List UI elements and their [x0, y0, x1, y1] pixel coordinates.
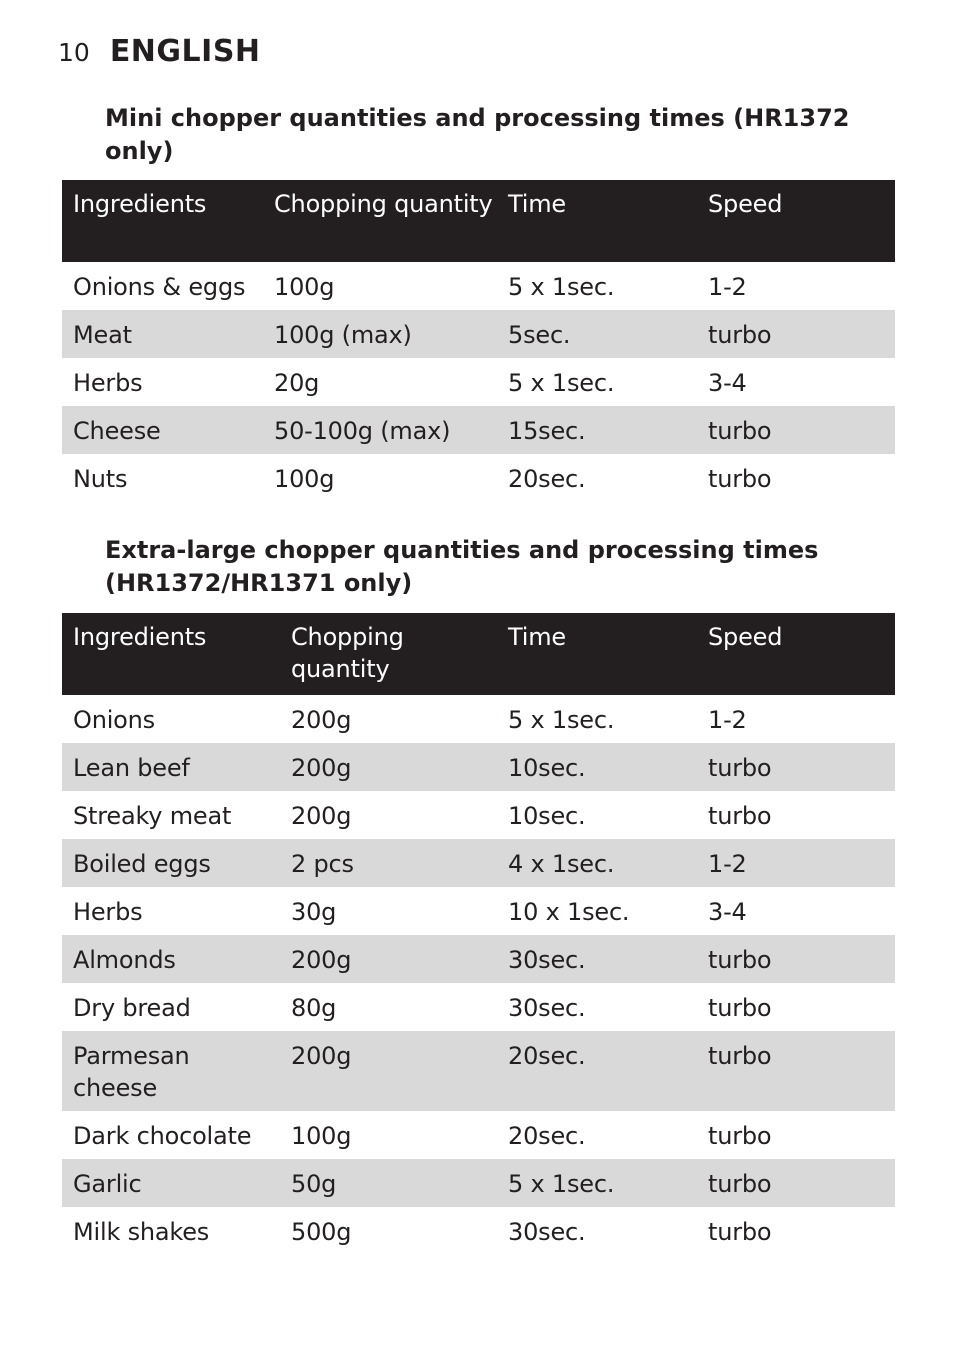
cell-ingredient: Cheese: [62, 406, 263, 454]
cell-time: 15sec.: [497, 406, 697, 454]
cell-quantity: 200g: [291, 706, 352, 734]
table-row: [62, 310, 895, 358]
cell-ingredient: Almonds: [62, 935, 280, 983]
cell-quantity: 100g: [274, 465, 335, 493]
cell-ingredient: Lean beef: [62, 743, 280, 791]
cell-speed: turbo: [697, 935, 895, 983]
cell-time: 10sec.: [508, 802, 586, 830]
table-row: [62, 1111, 895, 1159]
cell-quantity: 200g: [280, 1031, 497, 1111]
cell-time: 30sec.: [508, 994, 586, 1022]
cell-ingredient: Herbs: [73, 369, 143, 397]
page-header: [58, 34, 261, 74]
cell-ingredient: Boiled eggs: [62, 839, 280, 887]
page-number: 10: [58, 38, 90, 67]
column-header-ingredients: Ingredients: [62, 180, 263, 262]
cell-speed: turbo: [708, 465, 772, 493]
cell-speed: 1-2: [708, 706, 747, 734]
cell-quantity: 200g: [280, 935, 497, 983]
cell-quantity: 200g: [291, 802, 352, 830]
cell-time: 5 x 1sec.: [497, 1159, 697, 1207]
table-row: [62, 887, 895, 935]
table-row: [62, 358, 895, 406]
cell-ingredient: Herbs: [73, 898, 143, 926]
column-header-time: Time: [497, 613, 697, 695]
cell-time: 5 x 1sec.: [508, 706, 615, 734]
table-row: [62, 454, 895, 502]
table-header-row: [62, 613, 895, 695]
cell-time: 10 x 1sec.: [508, 898, 630, 926]
column-header-chopping-quantity: Chopping quantity: [280, 613, 497, 695]
cell-speed: 1-2: [708, 273, 747, 301]
cell-ingredient: Onions & eggs: [73, 273, 246, 301]
cell-quantity: 2 pcs: [280, 839, 497, 887]
cell-quantity: 30g: [291, 898, 337, 926]
cell-ingredient: Nuts: [73, 465, 128, 493]
table-row: [62, 406, 895, 454]
cell-speed: turbo: [708, 1122, 772, 1150]
cell-time: 20sec.: [508, 465, 586, 493]
table-row: [62, 935, 895, 983]
table-row: [62, 1207, 895, 1255]
cell-time: 5sec.: [497, 310, 697, 358]
column-header-ingredients: Ingredients: [62, 613, 280, 695]
cell-ingredient: Onions: [73, 706, 155, 734]
cell-quantity: 80g: [291, 994, 337, 1022]
table-row: [62, 983, 895, 1031]
table-row: [62, 262, 895, 310]
column-header-time: Time: [497, 180, 697, 262]
table-row: [62, 1031, 895, 1111]
cell-ingredient: Garlic: [62, 1159, 280, 1207]
cell-speed: turbo: [697, 1031, 895, 1111]
cell-quantity: 500g: [291, 1218, 352, 1246]
cell-speed: turbo: [697, 1159, 895, 1207]
cell-speed: 1-2: [697, 839, 895, 887]
table-header-row: [62, 180, 895, 262]
cell-ingredient: Parmesan cheese: [62, 1031, 280, 1111]
cell-quantity: 50-100g (max): [263, 406, 497, 454]
cell-ingredient: Dark chocolate: [73, 1122, 252, 1150]
cell-speed: 3-4: [708, 898, 747, 926]
page-language: ENGLISH: [109, 34, 261, 69]
cell-speed: 3-4: [708, 369, 747, 397]
cell-speed: turbo: [708, 994, 772, 1022]
table-row: [62, 695, 895, 743]
table-row: [62, 743, 895, 791]
cell-speed: turbo: [697, 743, 895, 791]
cell-speed: turbo: [697, 406, 895, 454]
cell-time: 30sec.: [497, 935, 697, 983]
cell-time: 20sec.: [497, 1031, 697, 1111]
extra-large-chopper-title: Extra-large chopper quantities and processing times (HR1372/HR1371 only): [105, 536, 819, 597]
column-header-speed: Speed: [697, 180, 895, 262]
cell-ingredient: Dry bread: [73, 994, 191, 1022]
cell-time: 5 x 1sec.: [508, 369, 615, 397]
column-header-speed: Speed: [697, 613, 895, 695]
cell-quantity: 100g (max): [263, 310, 497, 358]
extra-large-chopper-table: [62, 613, 895, 1255]
cell-ingredient: Streaky meat: [73, 802, 232, 830]
cell-time: 20sec.: [508, 1122, 586, 1150]
column-header-chopping-quantity: Chopping quantity: [263, 180, 497, 262]
cell-time: 30sec.: [508, 1218, 586, 1246]
cell-quantity: 100g: [291, 1122, 352, 1150]
cell-quantity: 50g: [280, 1159, 497, 1207]
table-row: [62, 839, 895, 887]
mini-chopper-title: Mini chopper quantities and processing times (HR1372 only): [105, 104, 850, 165]
cell-time: 5 x 1sec.: [508, 273, 615, 301]
cell-quantity: 20g: [274, 369, 320, 397]
cell-quantity: 200g: [280, 743, 497, 791]
cell-time: 4 x 1sec.: [497, 839, 697, 887]
cell-time: 10sec.: [497, 743, 697, 791]
table-row: [62, 791, 895, 839]
table-row: [62, 1159, 895, 1207]
mini-chopper-table: [62, 180, 895, 502]
cell-speed: turbo: [708, 1218, 772, 1246]
cell-ingredient: Meat: [62, 310, 263, 358]
cell-speed: turbo: [697, 310, 895, 358]
cell-quantity: 100g: [274, 273, 335, 301]
cell-ingredient: Milk shakes: [73, 1218, 210, 1246]
cell-speed: turbo: [708, 802, 772, 830]
